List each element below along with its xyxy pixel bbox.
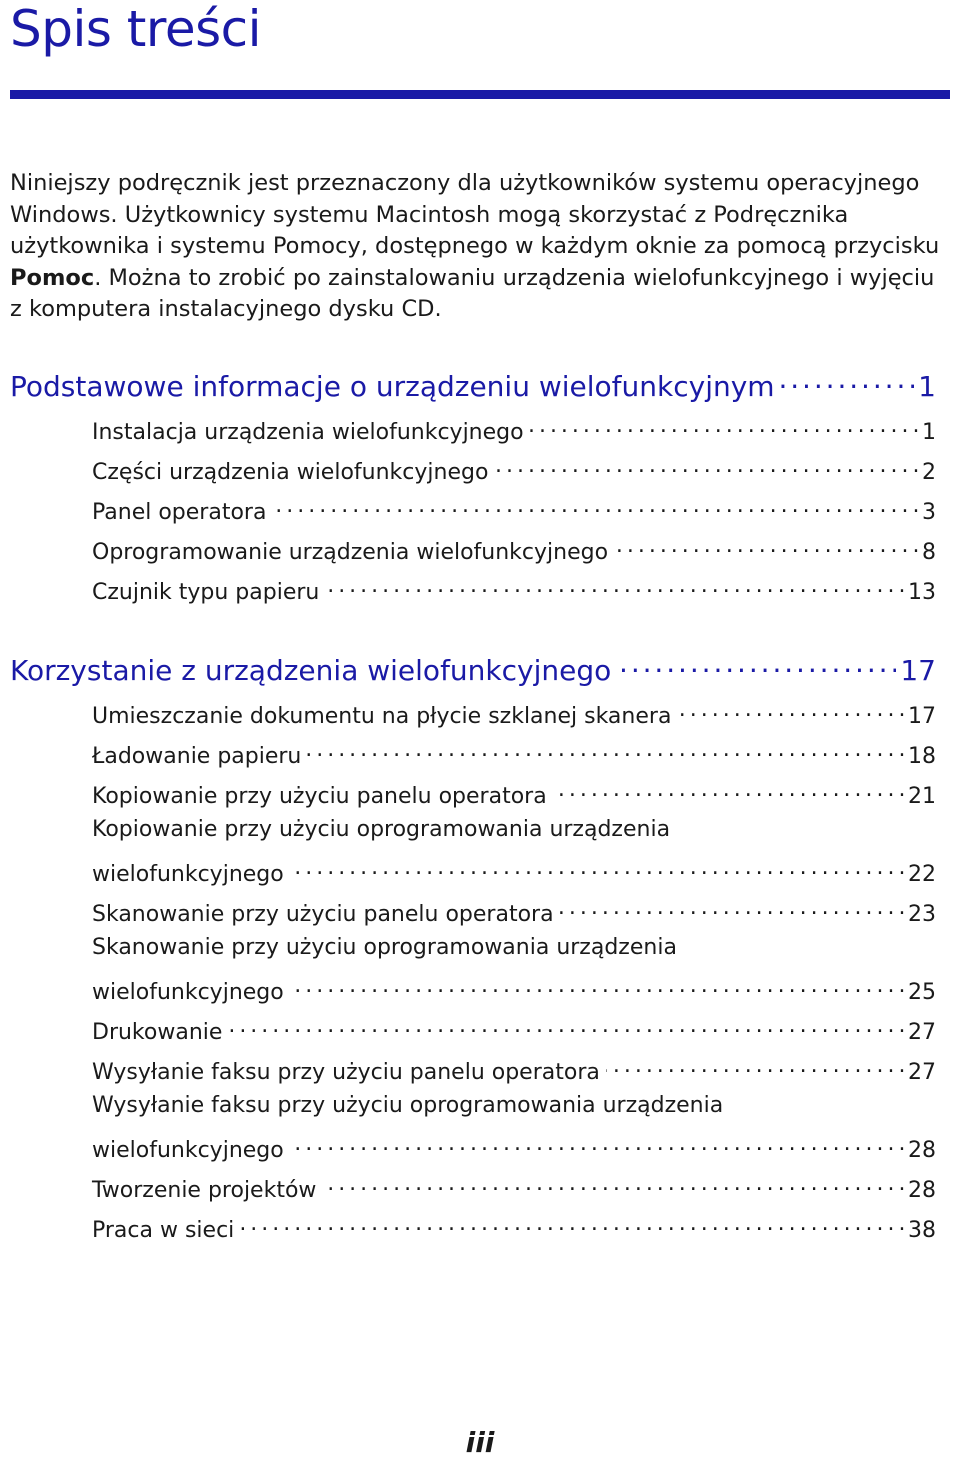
leader-dots	[240, 1211, 904, 1237]
toc-entry-page: 25	[908, 980, 936, 1006]
toc-entry[interactable]	[92, 573, 936, 605]
intro-bold-help: Pomoc	[10, 264, 95, 291]
toc-section-page: 1	[918, 369, 936, 403]
toc-entry-page: 38	[908, 1218, 936, 1244]
intro-text-1: Niniejszy podręcznik jest przeznaczony dla użytkowników systemu operacyjnego Windows. Użytkownicy systemu Macintosh mogą skorzystać z Podręcznika użytkownika i systemu Pomocy, dostępnego w każdym oknie za pomocą przycisku	[10, 170, 940, 259]
toc-entry-title: Skanowanie przy użyciu panelu operatora	[92, 902, 554, 928]
toc-entry[interactable]	[92, 1171, 936, 1203]
leader-dots	[617, 646, 896, 680]
toc-entry-first-line[interactable]: Skanowanie przy użyciu oprogramowania urządzenia	[92, 935, 677, 960]
leader-dots	[614, 533, 918, 559]
toc-entry-first-line[interactable]: Kopiowanie przy użyciu oprogramowania urządzenia	[92, 817, 671, 842]
intro-text-2: . Można to zrobić po zainstalowaniu urządzenia wielofunkcyjnego i wyjęciu z komputera instalacyjnego dysku CD.	[10, 264, 935, 322]
page-title: Spis treści	[10, 0, 262, 58]
leader-dots	[325, 573, 904, 599]
toc-entry[interactable]	[92, 533, 936, 565]
toc-entry-title: Czujnik typu papieru	[92, 580, 320, 606]
leader-dots	[781, 362, 915, 396]
toc-entry-page: 17	[908, 704, 936, 730]
toc-entry-page: 3	[922, 500, 936, 526]
leader-dots	[553, 777, 904, 803]
toc-entry[interactable]	[92, 1211, 936, 1243]
toc-entry[interactable]	[92, 737, 936, 769]
leader-dots	[307, 737, 904, 763]
leader-dots	[272, 493, 918, 519]
toc-entry-first-line[interactable]: Wysyłanie faksu przy użyciu oprogramowania urządzenia	[92, 1093, 724, 1118]
toc-entry[interactable]	[92, 1131, 936, 1163]
toc-entry-title: Oprogramowanie urządzenia wielofunkcyjnego	[92, 540, 609, 566]
toc-entry-page: 23	[908, 902, 936, 928]
toc-entry[interactable]	[92, 453, 936, 485]
leader-dots	[290, 855, 904, 881]
toc-entry-title: wielofunkcyjnego	[92, 1138, 284, 1164]
toc-entry-title: Praca w sieci	[92, 1218, 235, 1244]
toc-entry[interactable]	[92, 1053, 936, 1085]
leader-dots	[290, 973, 904, 999]
leader-dots	[322, 1171, 904, 1197]
toc-entry-page: 28	[908, 1138, 936, 1164]
toc-entry-page: 2	[922, 460, 936, 486]
toc-entry-title: Panel operatora	[92, 500, 267, 526]
leader-dots	[530, 413, 918, 439]
toc-entry-title: wielofunkcyjnego	[92, 862, 284, 888]
toc-section-title: Podstawowe informacje o urządzeniu wielofunkcyjnym	[10, 369, 775, 403]
toc-section-1[interactable]	[10, 362, 936, 403]
toc-entry-title: Umieszczanie dokumentu na płycie szklanej skanera	[92, 704, 672, 730]
leader-dots	[290, 1131, 904, 1157]
toc-section-page: 17	[900, 653, 936, 687]
toc-entry-page: 21	[908, 784, 936, 810]
toc-entry[interactable]	[92, 777, 936, 809]
toc-entry[interactable]	[92, 895, 936, 927]
toc-entry-page: 18	[908, 744, 936, 770]
toc-entry-page: 27	[908, 1060, 936, 1086]
toc-entry-page: 13	[908, 580, 936, 606]
toc-entry-page: 1	[922, 420, 936, 446]
toc-entry-page: 8	[922, 540, 936, 566]
toc-entry-title: Wysyłanie faksu przy użyciu panelu operatora	[92, 1060, 600, 1086]
toc-entry[interactable]	[92, 493, 936, 525]
leader-dots	[494, 453, 918, 479]
toc-entry-page: 28	[908, 1178, 936, 1204]
toc-entry[interactable]	[92, 413, 936, 445]
leader-dots	[606, 1053, 904, 1079]
leader-dots	[677, 697, 904, 723]
toc-entry-title: Ładowanie papieru	[92, 744, 302, 770]
toc-entry[interactable]	[92, 1013, 936, 1045]
page-number: iii	[465, 1426, 495, 1459]
toc-entry[interactable]	[92, 973, 936, 1005]
toc-entry-title: Części urządzenia wielofunkcyjnego	[92, 460, 489, 486]
leader-dots	[560, 895, 904, 921]
toc-section-2[interactable]	[10, 646, 936, 687]
toc-entry-title: Instalacja urządzenia wielofunkcyjnego	[92, 420, 524, 446]
toc-entry-title: Tworzenie projektów	[92, 1178, 317, 1204]
toc-entry[interactable]	[92, 855, 936, 887]
toc-section-title: Korzystanie z urządzenia wielofunkcyjnego	[10, 653, 612, 687]
title-rule	[10, 90, 950, 99]
toc-entry-page: 22	[908, 862, 936, 888]
leader-dots	[228, 1013, 904, 1039]
toc-entry-page: 27	[908, 1020, 936, 1046]
toc-entry-title: wielofunkcyjnego	[92, 980, 284, 1006]
toc-entry-title: Drukowanie	[92, 1020, 223, 1046]
intro-paragraph	[10, 168, 945, 326]
toc-entry-title: Kopiowanie przy użyciu panelu operatora	[92, 784, 547, 810]
toc-entry[interactable]	[92, 697, 936, 729]
